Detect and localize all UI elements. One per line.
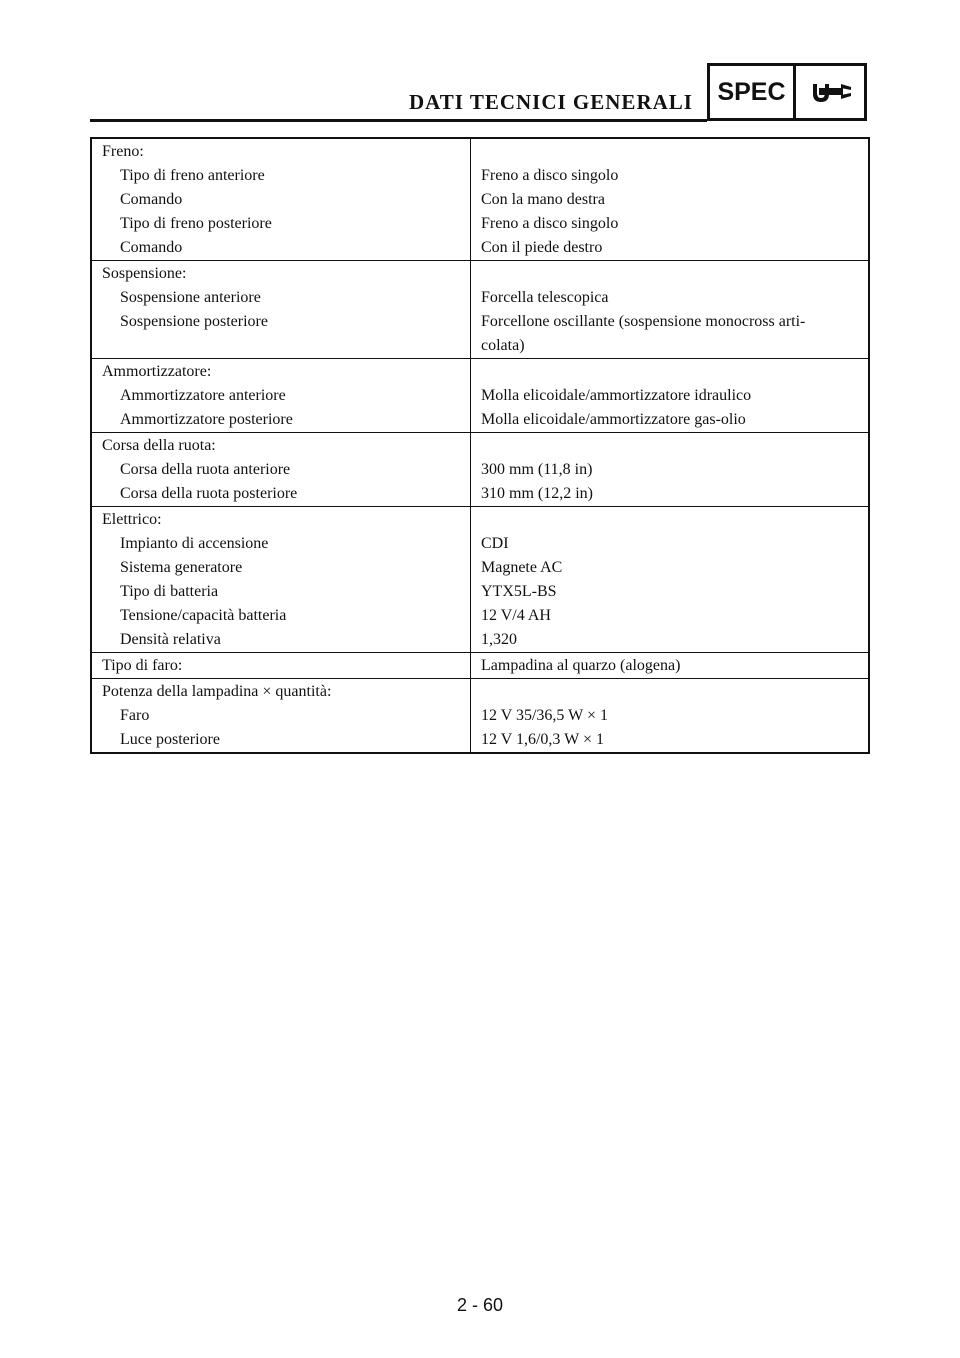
spec-label: Luce posteriore	[92, 728, 471, 752]
spec-value: 12 V 35/36,5 W × 1	[481, 707, 608, 724]
spec-value: Con il piede destro	[481, 239, 603, 256]
header-rule	[90, 119, 707, 122]
spec-value: Freno a disco singolo	[481, 167, 619, 184]
wrench-icon	[796, 66, 864, 118]
spec-label: Corsa della ruota anteriore	[92, 458, 471, 482]
spec-section	[92, 260, 868, 358]
spec-label: Tensione/capacità batteria	[92, 604, 471, 628]
spec-row	[92, 164, 868, 188]
spec-value: YTX5L-BS	[481, 583, 557, 600]
spec-value: Magnete AC	[481, 559, 563, 576]
spec-section-heading-value	[471, 139, 868, 164]
spec-row	[92, 384, 868, 408]
spec-value: CDI	[481, 535, 509, 552]
spec-row	[92, 310, 868, 334]
spec-section-heading: Ammortizzatore:	[92, 359, 471, 384]
spec-label: SPEC	[710, 66, 796, 118]
spec-label: Densità relativa	[92, 628, 471, 652]
spec-label: Faro	[92, 704, 471, 728]
spec-value: Freno a disco singolo	[481, 215, 619, 232]
spec-label: Comando	[92, 236, 471, 260]
spec-row	[92, 458, 868, 482]
spec-label: Sospensione anteriore	[92, 286, 471, 310]
spec-label: Comando	[92, 188, 471, 212]
spec-value: Molla elicoidale/ammortizzatore gas-olio	[481, 411, 746, 428]
spec-section-heading-row	[92, 139, 868, 164]
spec-section-heading: Freno:	[92, 139, 471, 164]
spec-section	[92, 358, 868, 432]
spec-row	[92, 482, 868, 506]
spec-section-heading-row	[92, 653, 868, 678]
spec-section-heading-row	[92, 433, 868, 458]
spec-row	[92, 580, 868, 604]
spec-section-heading: Sospensione:	[92, 261, 471, 286]
page-number: 2 - 60	[456, 1295, 504, 1315]
spec-section	[92, 652, 868, 678]
spec-section-heading-row	[92, 359, 868, 384]
spec-label: Sistema generatore	[92, 556, 471, 580]
spec-row	[92, 728, 868, 752]
spec-section-heading-row	[92, 679, 868, 704]
spec-section-heading: Elettrico:	[92, 507, 471, 532]
spec-label: Ammortizzatore anteriore	[92, 384, 471, 408]
spec-label: Sospensione posteriore	[92, 310, 471, 334]
spec-value: 300 mm (11,8 in)	[481, 461, 593, 478]
spec-section	[92, 432, 868, 506]
spec-label: Tipo di freno anteriore	[92, 164, 471, 188]
spec-section-heading-value	[471, 507, 868, 532]
spec-value: 12 V 1,6/0,3 W × 1	[481, 731, 604, 748]
spec-section-heading-row	[92, 261, 868, 286]
spec-section-heading: Tipo di faro:	[92, 653, 471, 678]
spec-row	[92, 212, 868, 236]
spec-section	[92, 139, 868, 260]
spec-label	[92, 334, 471, 358]
spec-row	[92, 334, 868, 358]
spec-label: Impianto di accensione	[92, 532, 471, 556]
spec-value: Forcella telescopica	[481, 289, 609, 306]
spec-value: colata)	[481, 337, 525, 354]
page-title: DATI TECNICI GENERALI	[409, 90, 693, 114]
spec-row	[92, 188, 868, 212]
spec-value: 1,320	[481, 631, 517, 648]
spec-label: Tipo di freno posteriore	[92, 212, 471, 236]
spec-section-heading: Corsa della ruota:	[92, 433, 471, 458]
spec-row	[92, 556, 868, 580]
spec-row	[92, 604, 868, 628]
spec-section-heading-row	[92, 507, 868, 532]
spec-value: 310 mm (12,2 in)	[481, 485, 593, 502]
spec-value: Forcellone oscillante (sospensione monocross arti-	[481, 313, 806, 330]
spec-section	[92, 506, 868, 652]
spec-section-heading-value	[471, 679, 868, 704]
spec-section-heading-value	[471, 261, 868, 286]
spec-row	[92, 286, 868, 310]
spec-section-heading-value: Lampadina al quarzo (alogena)	[481, 657, 681, 674]
spec-row	[92, 408, 868, 432]
spec-section	[92, 678, 868, 752]
spec-value: 12 V/4 AH	[481, 607, 551, 624]
spec-row	[92, 236, 868, 260]
spec-value: Con la mano destra	[481, 191, 605, 208]
spec-label: Ammortizzatore posteriore	[92, 408, 471, 432]
spec-section-heading-value	[471, 359, 868, 384]
spec-row	[92, 704, 868, 728]
spec-row	[92, 532, 868, 556]
spec-label: Tipo di batteria	[92, 580, 471, 604]
spec-value: Molla elicoidale/ammortizzatore idraulico	[481, 387, 752, 404]
spec-badge	[707, 63, 867, 121]
spec-label: Corsa della ruota posteriore	[92, 482, 471, 506]
spec-section-heading: Potenza della lampadina × quantità:	[92, 679, 471, 704]
spec-row	[92, 628, 868, 652]
spec-section-heading-value	[471, 433, 868, 458]
specifications-table	[90, 137, 870, 754]
